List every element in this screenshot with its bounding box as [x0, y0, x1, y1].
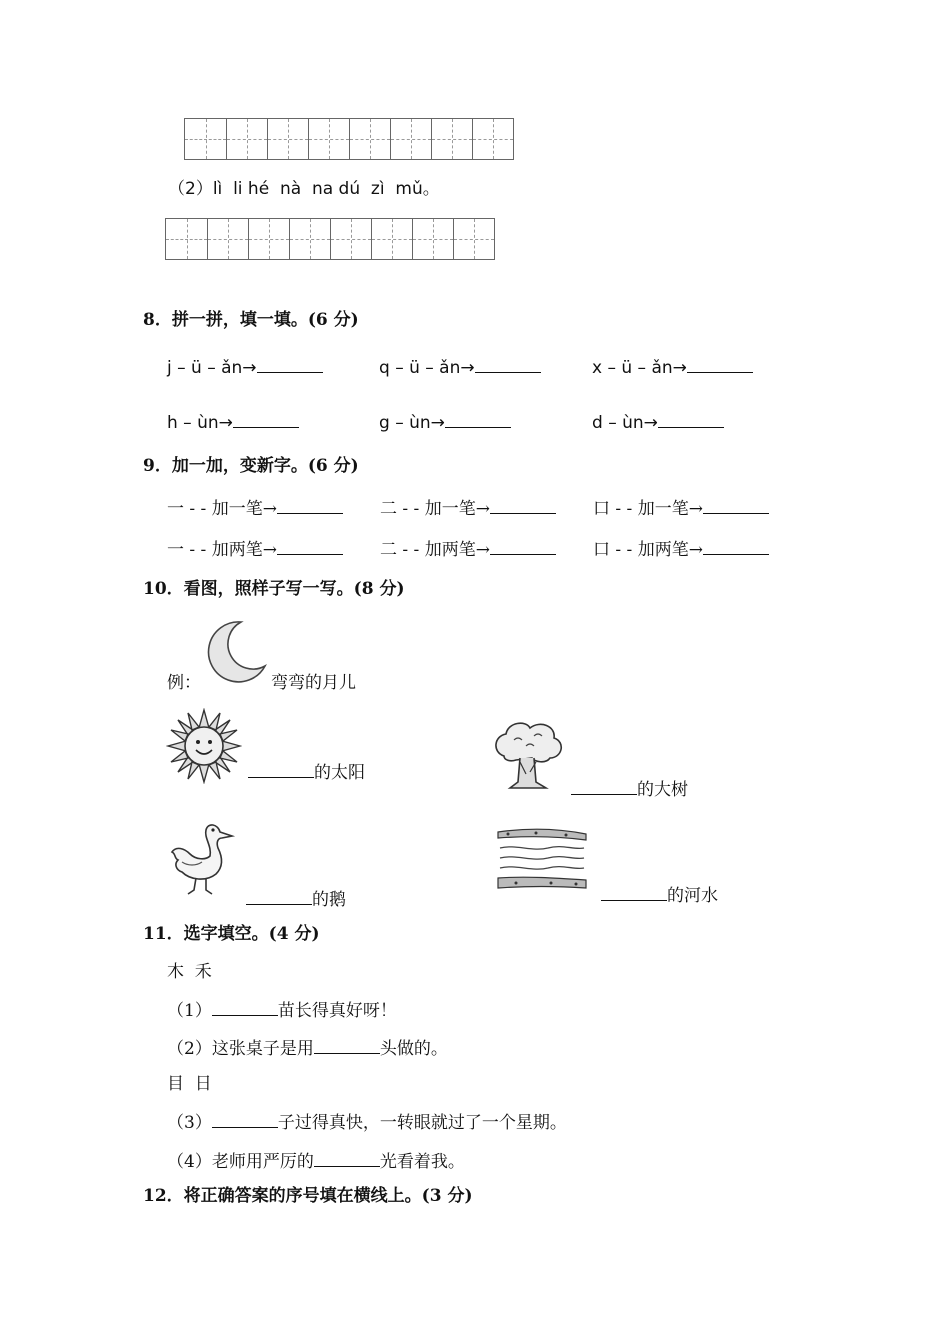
- q9-item-label: 口 - - 加一笔→: [593, 499, 703, 519]
- tree-icon: [490, 718, 566, 792]
- q8-item-label: q – ü – ǎn→: [379, 358, 475, 378]
- example-label: 例：: [167, 673, 201, 693]
- grid-cell[interactable]: [371, 219, 412, 259]
- q8-item-label: g – ùn→: [379, 413, 445, 433]
- q8-item-label: h – ùn→: [167, 413, 233, 433]
- q9-item-4: [167, 540, 343, 559]
- q9-item-label: 一 - - 加一笔→: [167, 499, 277, 519]
- q11-choices-2: 目 日: [167, 1074, 212, 1094]
- q11-choices-1: 木 禾: [167, 962, 212, 982]
- grid-cell[interactable]: [453, 219, 494, 259]
- q9-item-label: 口 - - 加两笔→: [593, 540, 703, 560]
- q9-item-2: [380, 499, 556, 518]
- goose-caption: [246, 890, 346, 909]
- sentence-prefix: （3）: [167, 1113, 212, 1133]
- q8-item-label: x – ü – ǎn→: [592, 358, 687, 378]
- answer-blank[interactable]: [703, 499, 769, 514]
- q7-2-pinyin: （2）lì li hé nà na dú zì mǔ。: [168, 179, 440, 199]
- goose-icon: [166, 816, 240, 898]
- q9-item-6: [593, 540, 769, 559]
- q8-item-6: [592, 413, 724, 432]
- answer-blank[interactable]: [277, 499, 343, 514]
- q8-item-4: [167, 413, 299, 432]
- answer-blank[interactable]: [277, 540, 343, 555]
- answer-blank[interactable]: [490, 540, 556, 555]
- answer-blank[interactable]: [212, 1001, 278, 1016]
- q10-title: 10．看图，照样子写一写。(8 分): [143, 579, 405, 599]
- grid-cell[interactable]: [349, 119, 390, 159]
- q11-sentence-4: [167, 1152, 465, 1171]
- answer-blank[interactable]: [687, 358, 753, 373]
- tree-caption: [571, 780, 688, 799]
- answer-blank[interactable]: [248, 763, 314, 778]
- goose-caption-text: 的鹅: [312, 890, 346, 910]
- q8-item-1: [167, 358, 323, 377]
- q8-item-label: d – ùn→: [592, 413, 658, 433]
- writing-grid-1[interactable]: [184, 118, 514, 160]
- grid-cell[interactable]: [308, 119, 349, 159]
- q9-item-1: [167, 499, 343, 518]
- grid-cell[interactable]: [472, 119, 513, 159]
- grid-cell[interactable]: [289, 219, 330, 259]
- q11-sentence-2: [167, 1039, 448, 1058]
- q9-item-label: 二 - - 加一笔→: [380, 499, 490, 519]
- tree-caption-text: 的大树: [637, 780, 688, 800]
- q12-title: 12．将正确答案的序号填在横线上。(3 分): [143, 1186, 473, 1206]
- sentence-prefix: （4）老师用严厉的: [167, 1152, 314, 1172]
- sentence-suffix: 头做的。: [379, 1039, 448, 1059]
- answer-blank[interactable]: [212, 1113, 278, 1128]
- sentence-prefix: （2）这张桌子是用: [167, 1039, 314, 1059]
- q11-title: 11．选字填空。(4 分): [143, 924, 320, 944]
- grid-cell[interactable]: [431, 119, 472, 159]
- writing-grid-2[interactable]: [165, 218, 495, 260]
- q9-item-5: [380, 540, 556, 559]
- example-text: 弯弯的月儿: [271, 673, 356, 693]
- answer-blank[interactable]: [703, 540, 769, 555]
- q11-sentence-3: [167, 1113, 567, 1132]
- q8-item-2: [379, 358, 541, 377]
- sentence-suffix: 苗长得真好呀！: [277, 1001, 397, 1021]
- q8-item-3: [592, 358, 753, 377]
- q9-item-label: 一 - - 加两笔→: [167, 540, 277, 560]
- q9-title: 9．加一加，变新字。(6 分): [143, 456, 359, 476]
- grid-cell[interactable]: [226, 119, 267, 159]
- grid-cell[interactable]: [166, 219, 207, 259]
- answer-blank[interactable]: [601, 886, 667, 901]
- answer-blank[interactable]: [445, 413, 511, 428]
- q11-sentence-1: [167, 1001, 397, 1020]
- sun-icon: [166, 708, 242, 784]
- sentence-prefix: （1）: [167, 1001, 212, 1021]
- grid-cell[interactable]: [412, 219, 453, 259]
- sun-caption-text: 的太阳: [314, 763, 365, 783]
- answer-blank[interactable]: [233, 413, 299, 428]
- grid-cell[interactable]: [248, 219, 289, 259]
- answer-blank[interactable]: [571, 780, 637, 795]
- answer-blank[interactable]: [490, 499, 556, 514]
- river-caption-text: 的河水: [667, 886, 718, 906]
- grid-cell[interactable]: [185, 119, 226, 159]
- river-caption: [601, 886, 718, 905]
- sentence-suffix: 子过得真快，一转眼就过了一个星期。: [277, 1113, 567, 1133]
- sentence-suffix: 光看着我。: [379, 1152, 465, 1172]
- q9-item-label: 二 - - 加两笔→: [380, 540, 490, 560]
- answer-blank[interactable]: [475, 358, 541, 373]
- answer-blank[interactable]: [257, 358, 323, 373]
- grid-cell[interactable]: [330, 219, 371, 259]
- answer-blank[interactable]: [658, 413, 724, 428]
- grid-cell[interactable]: [267, 119, 308, 159]
- q8-title: 8．拼一拼，填一填。(6 分): [143, 310, 359, 330]
- q9-item-3: [593, 499, 769, 518]
- sun-caption: [248, 763, 365, 782]
- grid-cell[interactable]: [207, 219, 248, 259]
- grid-cell[interactable]: [390, 119, 431, 159]
- moon-icon: [205, 618, 269, 684]
- answer-blank[interactable]: [314, 1152, 380, 1167]
- answer-blank[interactable]: [246, 890, 312, 905]
- q8-item-label: j – ü – ǎn→: [167, 358, 257, 378]
- river-icon: [496, 826, 588, 892]
- q8-item-5: [379, 413, 511, 432]
- answer-blank[interactable]: [314, 1039, 380, 1054]
